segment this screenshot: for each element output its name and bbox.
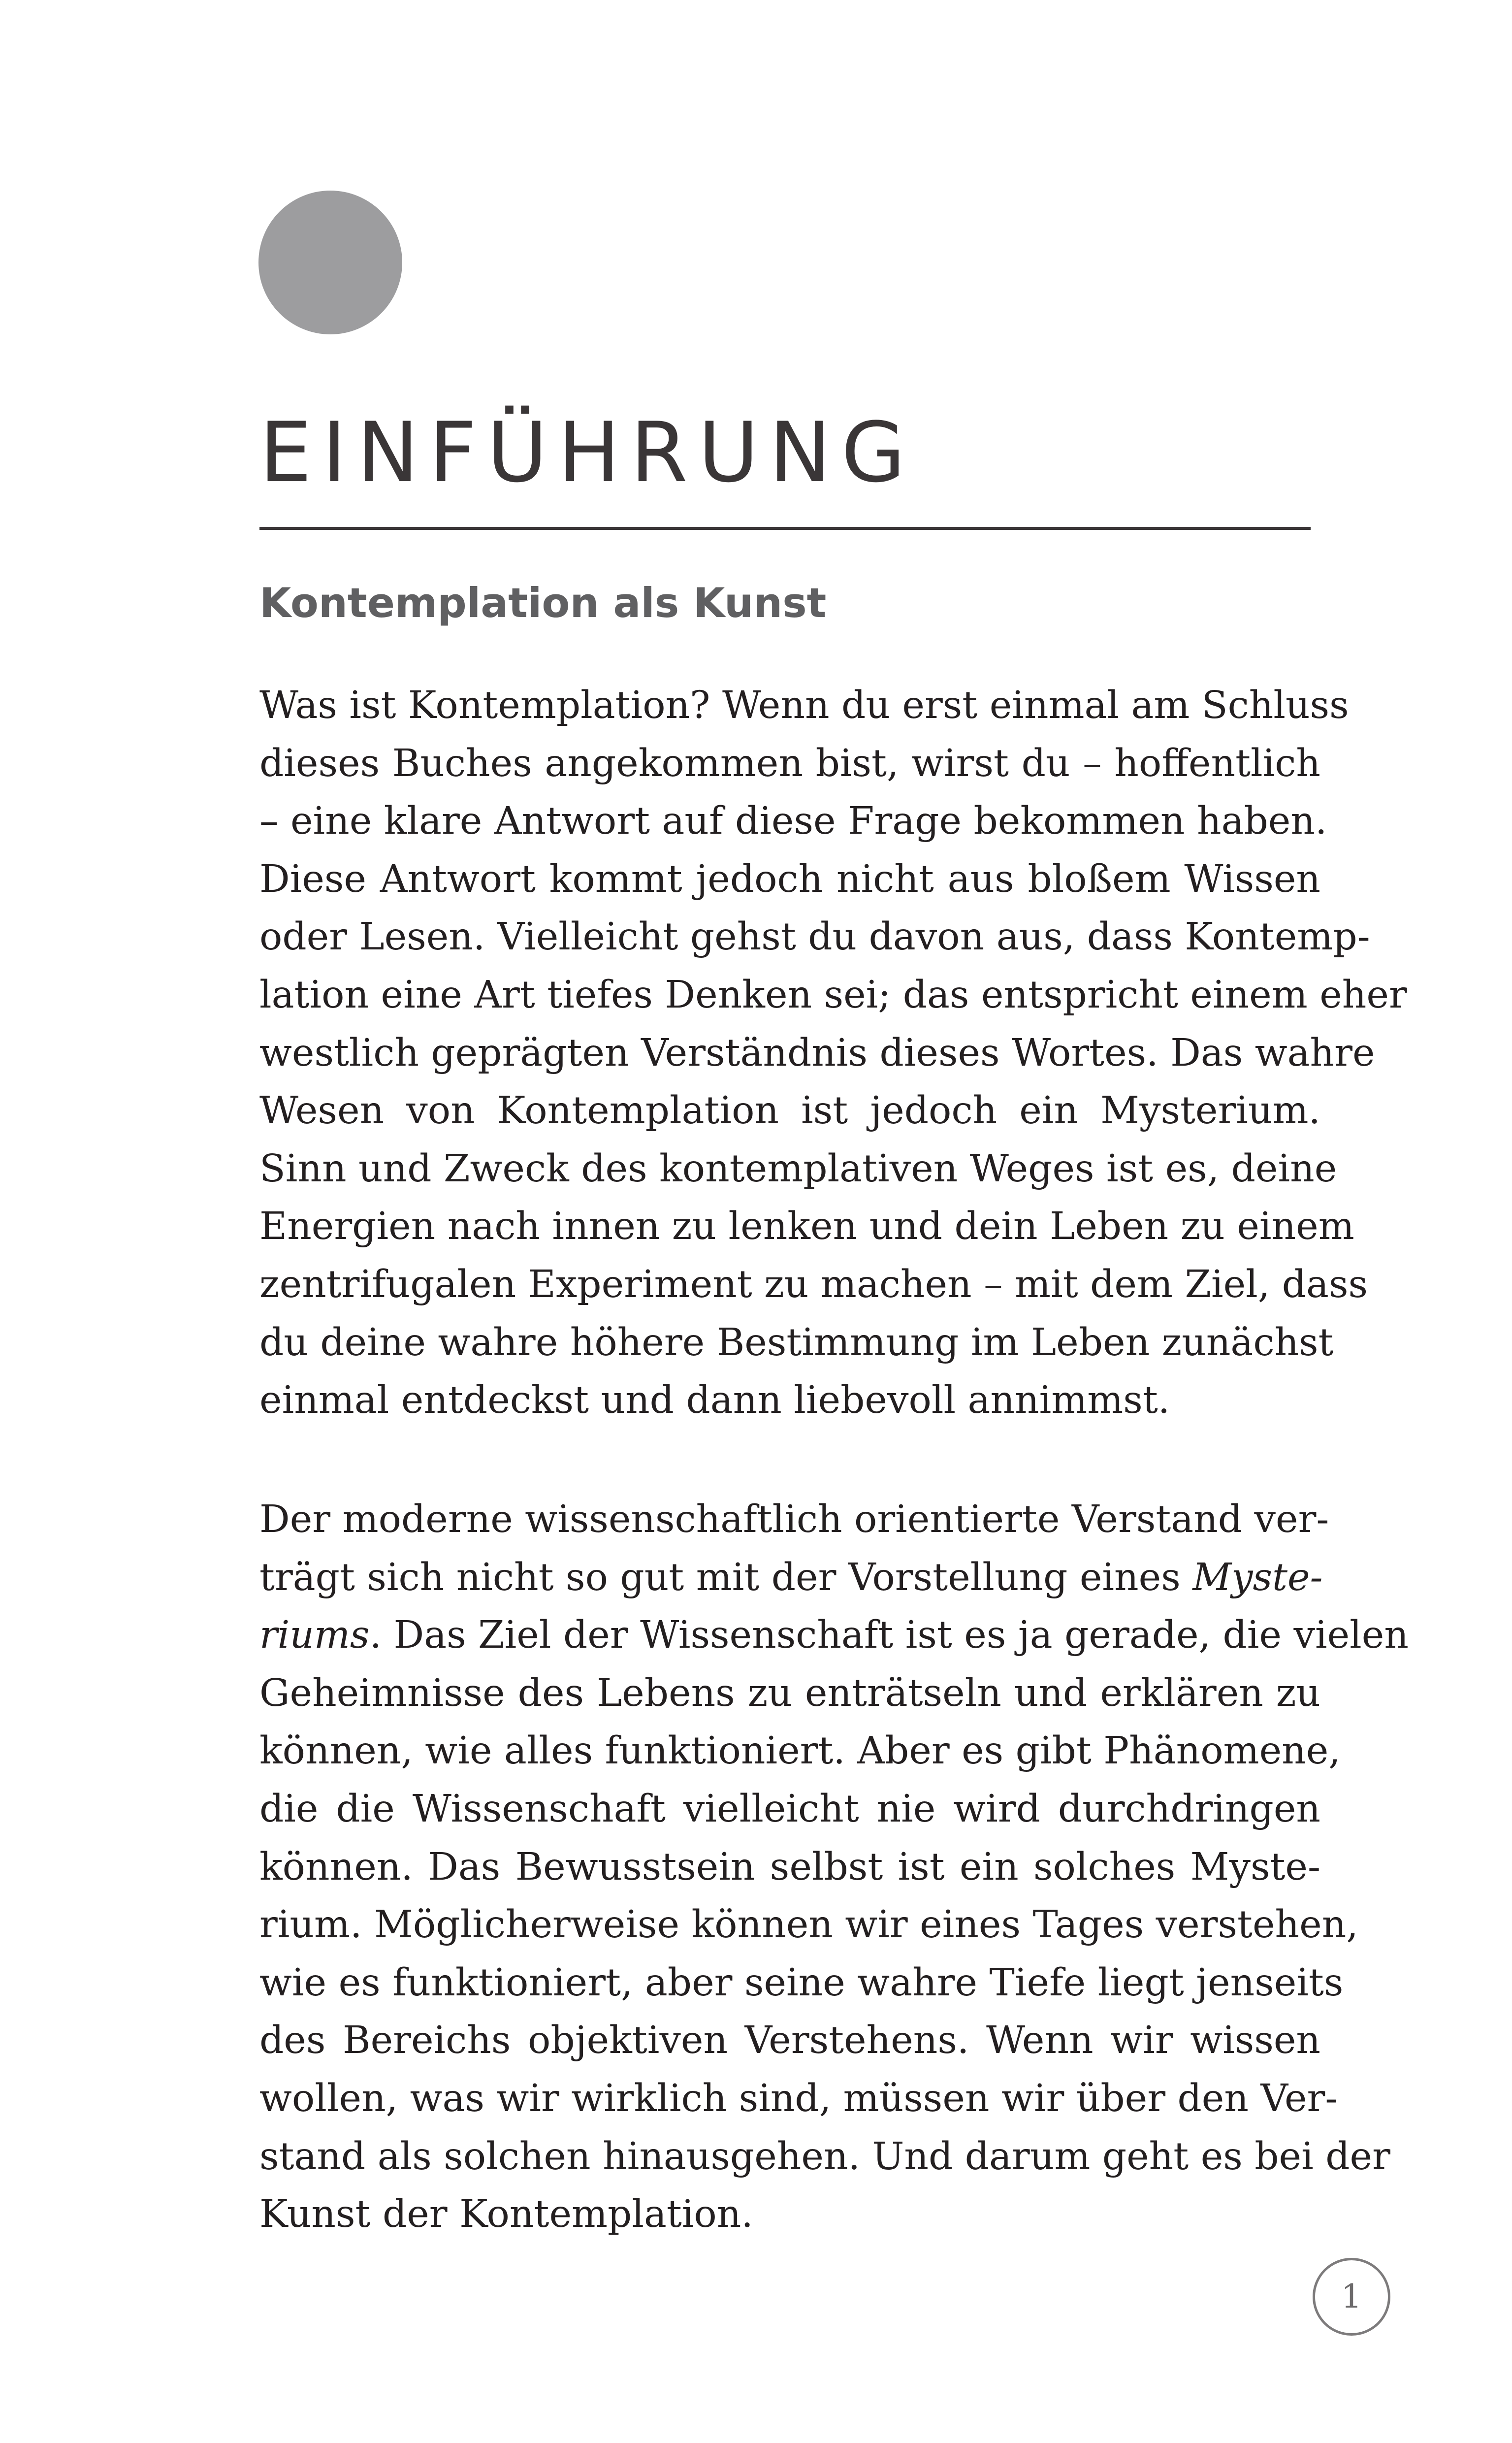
chapter-title: EINFÜHRUNG [259,404,916,501]
text-line: westlich geprägten Verständnis dieses Wortes. Das wahre [259,1031,1375,1075]
text-line: Was ist Kontemplation? Wenn du erst einmal am Schluss [259,684,1349,727]
paragraph-2 [259,1491,1409,2244]
text-line: stand als solchen hinausgehen. Und darum geht es bei der [259,2134,1390,2179]
text-line: Der moderne wissenschaftlich orientierte Verstand ver- [259,1498,1329,1541]
text-line: zentrifugalen Experiment zu machen – mit dem Ziel, dass [259,1262,1368,1306]
text-line: lation eine Art tiefes Denken sei; das entspricht einem eher [259,973,1407,1017]
page-number-badge [1313,2258,1390,2336]
text-line: Geheimnisse des Lebens zu enträtseln und erklären zu [259,1671,1320,1715]
text-line: wollen, was wir wirklich sind, müssen wir über den Ver- [259,2076,1338,2120]
title-divider [259,527,1311,530]
text-line: Wesen von Kontemplation ist jedoch ein Mysterium. [259,1089,1320,1133]
text-line: du deine wahre höhere Bestimmung im Leben zunächst [259,1320,1334,1365]
text-line: Kunst der Kontemplation. [259,2192,753,2237]
text-segment: . Das Ziel der Wissenschaft ist es ja gerade, die vielen [369,1613,1409,1658]
section-heading: Kontemplation als Kunst [259,579,827,627]
text-line: oder Lesen. Vielleicht gehst du davon aus, dass Kontemp- [259,915,1370,959]
text-line: Energien nach innen zu lenken und dein Leben zu einem [259,1205,1354,1249]
text-line: des Bereichs objektiven Verstehens. Wenn wir wissen [259,2019,1320,2063]
text-line: – eine klare Antwort auf diese Frage bekommen haben. [259,799,1327,844]
chapter-marker-dot [258,191,402,334]
text-line: wie es funktioniert, aber seine wahre Tiefe liegt jenseits [259,1960,1344,2005]
paragraph-1 [259,677,1407,1430]
text-line: rium. Möglicherweise können wir eines Tages verstehen, [259,1903,1358,1947]
text-line: einmal entdeckst und dann liebevoll annimmst. [259,1378,1170,1423]
text-line [259,1549,1323,1607]
text-segment: trägt sich nicht so gut mit der Vorstellung eines [259,1555,1193,1599]
text-line: dieses Buches angekommen bist, wirst du – hoffentlich [259,741,1320,785]
text-line: Diese Antwort kommt jedoch nicht aus bloßem Wissen [259,857,1320,901]
text-line [259,1606,1409,1664]
text-line: können. Das Bewusstsein selbst ist ein solches Myste- [259,1845,1320,1889]
text-line: die die Wissenschaft vielleicht nie wird durchdringen [259,1787,1320,1831]
text-line: Sinn und Zweck des kontemplativen Weges ist es, deine [259,1146,1337,1191]
text-line: können, wie alles funktioniert. Aber es gibt Phänomene, [259,1729,1341,1773]
italic-term: riums [259,1613,370,1658]
page-number: 1 [1341,2278,1362,2315]
italic-term: Myste- [1192,1555,1323,1599]
